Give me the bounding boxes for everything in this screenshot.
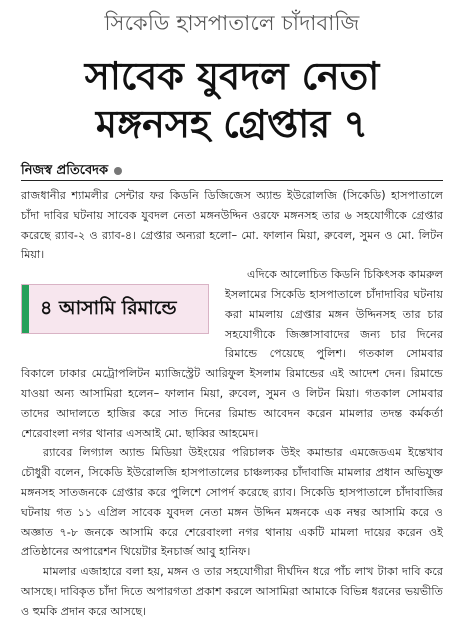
- callout-text: ৪ আসামি রিমান্ডে: [40, 297, 177, 320]
- callout-accent-bar: [22, 285, 29, 333]
- byline-divider: [21, 180, 443, 181]
- headline-line-1: সাবেক যুবদল নেতা: [84, 54, 380, 98]
- article-headline: [0, 52, 464, 148]
- byline-text: নিজস্ব প্রতিবেদক: [21, 163, 109, 178]
- callout-panel: [21, 284, 209, 334]
- headline-line-2: মঙ্গনসহ গ্রেপ্তার ৭: [95, 102, 369, 146]
- article-kicker: সিকেডি হাসপাতালে চাঁদাবাজি: [104, 11, 360, 35]
- bullet-icon: [114, 167, 122, 175]
- paragraph-3: র‍্যাবের লিগ্যাল অ্যান্ড মিডিয়া উইংয়ের পরিচালক উইং কমান্ডার এমজেডএম ইন্তেখাব চৌধুরী বলেন, সিকেডি ইউরোলজি হাসপাতালের চাঞ্চল্যকর চাঁদাবাজি মামলার প্রধান অভিযুক্ত মঙ্গনসহ সাতজনকে গ্রেপ্তার করে পুলিশে সোপর্দ করেছে র‍্যাব। সিকেডি হাসপাতালে চাঁদাবাজির ঘটনায় গত ১১ এপ্রিল সাবেক যুবদল নেতা মঙ্গন উদ্দিন মঙ্গনকে এক নম্বর আসামি করে ও অজ্ঞাত ৭-৮ জনকে আসামি করে শেরেবাংলা নগর থানায় একটি মামলা দায়ের করেন ওই প্রতিষ্ঠানের অপারেশন থিয়েটার ইনচার্জ আবু হানিফ।: [21, 446, 443, 559]
- paragraph-1: রাজধানীর শ্যামলীর সেন্টার ফর কিডনি ডিজিজেস অ্যান্ড ইউরোলজি (সিকেডি) হাসপাতালে চাঁদা দাবির ঘটনায় সাবেক যুবদল নেতা মঙ্গনউদ্দিন ওরফে মঙ্গনসহ তার ৬ সহযোগীকে গ্রেপ্তার করেছে র‍্যাব-২ ও র‍্যাব-৪। গ্রেপ্তার অন্যরা হলো– মো. ফালান মিয়া, রুবেল, সুমন ও মো. লিটন মিয়া।: [21, 189, 443, 262]
- article-body: [21, 186, 443, 622]
- callout-box: [21, 277, 211, 351]
- adjacent-column-edge: [456, 150, 462, 610]
- paragraph-2: এদিকে আলোচিত কিডনি চিকিৎসক কামরুল ইসলামের সিকেডি হাসপাতালে চাঁদাদাবির ঘটনায় করা মামলায় গ্রেপ্তার মঙ্গন উদ্দিনসহ তার চার সহযোগীকে জিজ্ঞাসাবাদের জন্য চার দিনের রিমান্ডে পেয়েছে পুলিশ। গতকাল সোমবার বিকালে ঢাকার মেট্রোপলিটন ম্যাজিস্ট্রেট আরিফুল ইসলাম রিমান্ডের এই আদেশ দেন। রিমান্ডে যাওয়া অন্য আসামিরা হলেন– ফালান মিয়া, রুবেল, সুমন ও লিটন মিয়া। গতকাল সোমবার তাদের আদালতে হাজির করে সাত দিনের রিমান্ড আবেদন করেন মামলার তদন্ত কর্মকর্তা শেরেবাংলা নগর থানার এসআই মো. ছাব্বির আহমেদ।: [21, 268, 443, 440]
- paragraph-4: মামলার এজাহারে বলা হয়, মঙ্গন ও তার সহযোগীরা দীর্ঘদিন ধরে পাঁচ লাখ টাকা দাবি করে আসছে। দাবিকৃত চাঁদা দিতে অপারগতা প্রকাশ করলে আসামিরা আমাকে বিভিন্ন ধরনের ভয়ভীতি ও হুমকি প্রদান করে আসছে।: [21, 565, 443, 618]
- byline: [21, 162, 122, 180]
